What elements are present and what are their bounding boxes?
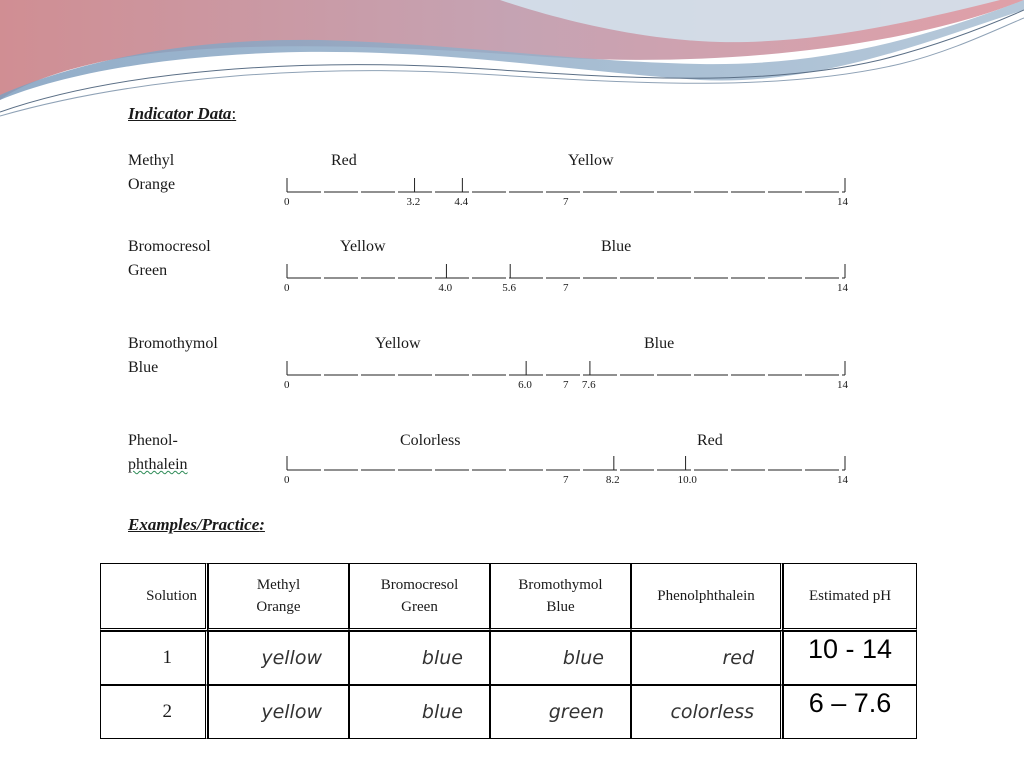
bromothymol-blue-high-color: Blue: [644, 335, 675, 352]
header-bromothymol-blue: Bromothymol Blue: [490, 563, 631, 631]
ph-tick-label: 14: [837, 196, 848, 208]
row1-methyl-orange: yellow: [208, 631, 349, 685]
ph-tick-label: 8.2: [605, 474, 620, 486]
indicator-document: [97, 100, 929, 560]
ph-tick-label: 6.0: [518, 379, 532, 391]
phenolphthalein-high-color: Red: [697, 432, 723, 449]
row1-phenolphthalein: red: [631, 631, 783, 685]
ph-tick-label: 7: [563, 282, 569, 294]
ph-tick-label: 7: [563, 474, 569, 486]
examples-heading: Examples/Practice:: [128, 515, 265, 534]
ph-tick-label: 14: [837, 379, 848, 391]
row2-estimated-ph: 6 – 7.6: [783, 685, 917, 739]
row2-solution: 2: [100, 685, 208, 739]
row1-estimated-ph: 10 - 14: [783, 631, 917, 685]
methyl-orange-low-color: Red: [331, 152, 357, 169]
ph-tick-label: 14: [837, 474, 848, 486]
header-solution: Solution: [100, 563, 208, 631]
indicator-name-bromocresol-green: Bromocresol Green: [128, 238, 211, 279]
row2-phenolphthalein: colorless: [631, 685, 783, 739]
row1-solution: 1: [100, 631, 208, 685]
table-row: [100, 685, 917, 739]
ph-tick-label: 0: [284, 474, 290, 486]
phenolphthalein-low-color: Colorless: [400, 432, 461, 449]
row2-methyl-orange: yellow: [208, 685, 349, 739]
indicator-name-bromothymol-blue: Bromothymol Blue: [128, 335, 218, 376]
table-header-row: [100, 563, 917, 631]
ph-scales: [97, 100, 929, 560]
row2-bromocresol-green: blue: [349, 685, 490, 739]
table-row: [100, 631, 917, 685]
indicator-data-heading: Indicator Data:: [128, 104, 237, 123]
ph-tick-label: 3.2: [406, 196, 421, 208]
ph-tick-label: 10.0: [677, 474, 697, 486]
ph-tick-label: 4.0: [438, 282, 453, 294]
ph-tick-label: 5.6: [502, 282, 516, 294]
ph-tick-label: 14: [837, 282, 848, 294]
ph-tick-label: 7: [563, 379, 569, 391]
ph-tick-label: 4.4: [454, 196, 469, 208]
bromothymol-blue-low-color: Yellow: [375, 335, 421, 352]
header-methyl-orange: Methyl Orange: [208, 563, 349, 631]
indicator-name-methyl-orange: Methyl Orange: [128, 152, 176, 193]
row1-bromothymol-blue: blue: [490, 631, 631, 685]
row2-bromothymol-blue: green: [490, 685, 631, 739]
bromocresol-green-high-color: Blue: [601, 238, 632, 255]
header-bromocresol-green: Bromocresol Green: [349, 563, 490, 631]
ph-tick-label: 0: [284, 282, 290, 294]
ph-tick-label: 7.6: [581, 379, 596, 391]
header-estimated-ph: Estimated pH: [783, 563, 917, 631]
indicator-name-phenolphthalein: Phenol- phthalein: [128, 432, 188, 473]
ph-tick-label: 0: [284, 196, 290, 208]
row1-bromocresol-green: blue: [349, 631, 490, 685]
header-phenolphthalein: Phenolphthalein: [631, 563, 783, 631]
ph-tick-label: 7: [563, 196, 569, 208]
practice-table: [100, 563, 917, 739]
ph-tick-label: 0: [284, 379, 290, 391]
methyl-orange-high-color: Yellow: [568, 152, 614, 169]
bromocresol-green-low-color: Yellow: [340, 238, 386, 255]
